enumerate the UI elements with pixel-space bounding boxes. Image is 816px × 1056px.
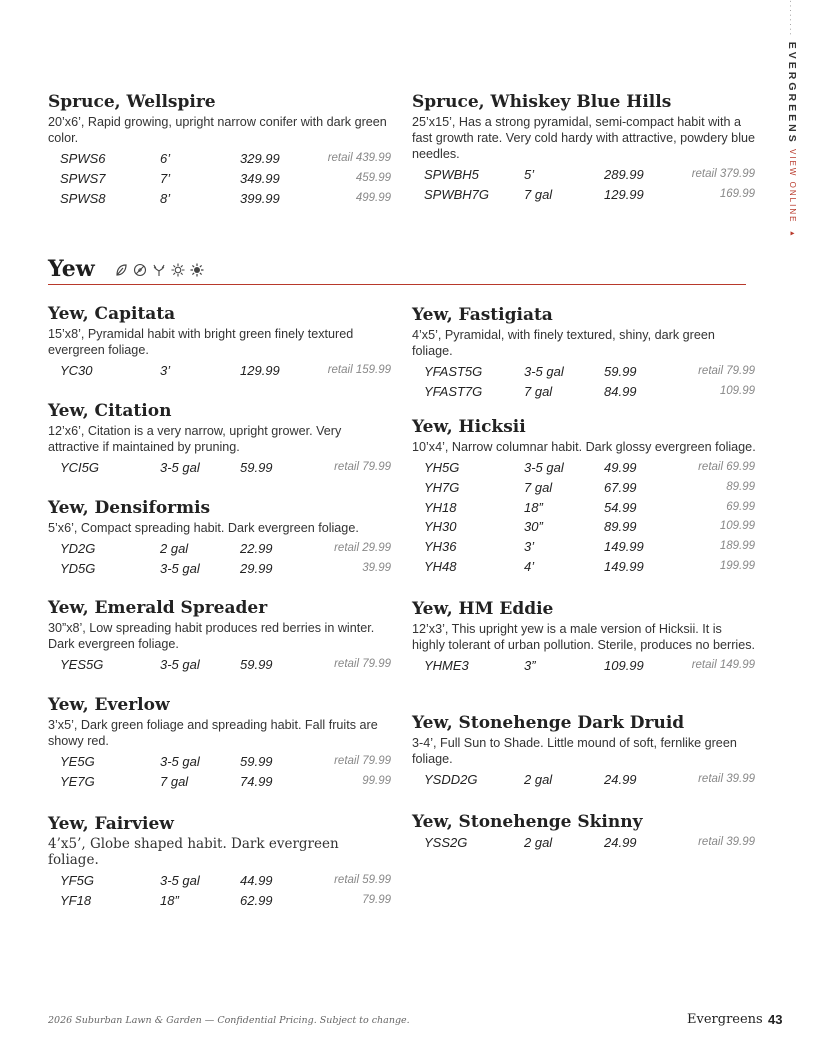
sku-row bbox=[412, 557, 757, 577]
sku-price: 24.99 bbox=[604, 835, 637, 850]
sku-size: 3’ bbox=[160, 363, 171, 378]
sku-price: 329.99 bbox=[240, 151, 280, 166]
sku-row bbox=[48, 361, 393, 381]
sku-size: 18” bbox=[160, 892, 179, 908]
sku-row bbox=[48, 871, 393, 891]
sku-table bbox=[48, 752, 393, 792]
sku-retail-price: retail 39.99 bbox=[698, 773, 755, 785]
sku-row bbox=[412, 833, 757, 853]
sku-size: 3’ bbox=[524, 539, 535, 555]
sku-code: YFAST5G bbox=[424, 364, 483, 379]
product-yew-fairview bbox=[48, 814, 393, 911]
sku-row bbox=[48, 891, 393, 911]
sku-code: YE5G bbox=[60, 754, 95, 769]
sku-code: YH18 bbox=[424, 499, 457, 515]
sku-code: YH5G bbox=[424, 460, 460, 475]
sku-price: 109.99 bbox=[604, 658, 644, 673]
sku-size: 2 gal bbox=[524, 772, 553, 787]
sku-retail-price: retail 379.99 bbox=[691, 168, 755, 180]
sku-size: 3-5 gal bbox=[524, 460, 564, 475]
side-tab-category: EVERGREENS bbox=[786, 41, 798, 145]
sku-code: YD5G bbox=[60, 560, 96, 576]
sku-size: 3-5 gal bbox=[160, 460, 200, 475]
sku-table bbox=[412, 656, 757, 676]
sku-retail-price: retail 39.99 bbox=[698, 836, 755, 848]
sku-table bbox=[412, 770, 757, 790]
sku-price: 149.99 bbox=[604, 558, 644, 574]
sku-retail-price: 109.99 bbox=[719, 520, 755, 533]
leaf-icon bbox=[114, 263, 128, 277]
sku-size: 3-5 gal bbox=[160, 873, 200, 888]
product-yew-everlow bbox=[48, 695, 393, 792]
sku-retail-price: 169.99 bbox=[719, 187, 755, 200]
page-number: 43 bbox=[768, 1012, 783, 1027]
sku-price: 129.99 bbox=[240, 363, 280, 378]
sku-size: 18” bbox=[524, 499, 543, 515]
product-title: Yew, HM Eddie bbox=[412, 599, 554, 619]
section-header-yew bbox=[48, 256, 746, 285]
product-yew-fastigiata bbox=[412, 305, 757, 402]
sku-price: 62.99 bbox=[240, 892, 273, 908]
sku-retail-price: retail 149.99 bbox=[691, 659, 755, 671]
product-description: 30”x8’, Low spreading habit produces red berries in winter. Dark evergreen foliage. bbox=[48, 621, 375, 651]
sku-size: 6’ bbox=[160, 151, 171, 166]
sku-code: YF5G bbox=[60, 873, 94, 888]
sku-retail-price: 69.99 bbox=[726, 500, 755, 513]
sku-code: YF18 bbox=[60, 892, 92, 908]
product-description: 20’x6’, Rapid growing, upright narrow conifer with dark green color. bbox=[48, 115, 387, 145]
sku-row bbox=[412, 165, 757, 185]
product-description: 4’x5’, Pyramidal, with finely textured, shiny, dark green foliage. bbox=[412, 328, 715, 358]
sku-retail-price: 109.99 bbox=[719, 384, 755, 397]
product-title: Yew, Stonehenge Skinny bbox=[412, 812, 643, 832]
sku-table bbox=[48, 871, 393, 911]
sku-size: 3-5 gal bbox=[524, 364, 564, 379]
product-description: 4’x5’, Globe shaped habit. Dark evergreen foliage. bbox=[48, 836, 339, 868]
sku-retail-price: 39.99 bbox=[362, 561, 391, 574]
product-yew-emerald-spreader bbox=[48, 598, 393, 675]
sku-price: 59.99 bbox=[240, 460, 273, 475]
sku-code: YE7G bbox=[60, 773, 95, 789]
product-description: 25’x15’, Has a strong pyramidal, semi-compact habit with a fast growth rate. Very cold hardy with attractive, powdery blue needles. bbox=[412, 115, 755, 161]
deer-resistant-icon bbox=[133, 263, 147, 277]
side-tab-text bbox=[786, 0, 798, 239]
sku-price: 289.99 bbox=[604, 167, 644, 182]
sku-table bbox=[48, 149, 393, 208]
sku-size: 3-5 gal bbox=[160, 657, 200, 672]
sku-price: 59.99 bbox=[240, 754, 273, 769]
side-tab-dots: ........ bbox=[787, 0, 798, 38]
sku-row bbox=[48, 752, 393, 772]
view-online-link[interactable]: VIEW ONLINE bbox=[788, 149, 797, 224]
sku-price: 22.99 bbox=[240, 541, 273, 556]
sku-retail-price: 79.99 bbox=[362, 893, 391, 906]
sku-size: 5’ bbox=[524, 167, 535, 182]
sku-retail-price: retail 79.99 bbox=[334, 461, 391, 473]
sku-size: 4’ bbox=[524, 558, 535, 574]
sku-size: 7 gal bbox=[524, 383, 553, 399]
sku-retail-price: retail 79.99 bbox=[334, 755, 391, 767]
product-spruce-wellspire bbox=[48, 92, 393, 208]
footer-section-name: Evergreens bbox=[687, 1012, 763, 1027]
sku-retail-price: retail 69.99 bbox=[698, 461, 755, 473]
sku-retail-price: 499.99 bbox=[355, 191, 391, 204]
product-title: Yew, Densiformis bbox=[48, 498, 211, 518]
sku-size: 30” bbox=[524, 519, 543, 535]
part-shade-icon bbox=[190, 263, 204, 277]
section-title: Yew bbox=[48, 256, 95, 282]
sku-row bbox=[412, 382, 757, 402]
product-spruce-whiskey-blue-hills bbox=[412, 92, 757, 205]
attribute-icons bbox=[114, 263, 204, 277]
sku-size: 7 gal bbox=[524, 186, 553, 202]
sku-row bbox=[48, 189, 393, 209]
sku-retail-price: retail 159.99 bbox=[327, 364, 391, 376]
product-title: Yew, Stonehenge Dark Druid bbox=[412, 713, 685, 733]
sku-price: 129.99 bbox=[604, 186, 644, 202]
sku-code: YD2G bbox=[60, 541, 96, 556]
product-title: Yew, Everlow bbox=[48, 695, 170, 715]
sku-row bbox=[412, 537, 757, 557]
sku-price: 399.99 bbox=[240, 190, 280, 206]
sku-row bbox=[412, 656, 757, 676]
sku-price: 54.99 bbox=[604, 499, 637, 515]
sku-retail-price: 459.99 bbox=[355, 171, 391, 184]
sku-row bbox=[48, 772, 393, 792]
sku-size: 2 gal bbox=[524, 835, 553, 850]
sku-size: 7 gal bbox=[160, 773, 189, 789]
product-title: Yew, Capitata bbox=[48, 304, 176, 324]
side-tab bbox=[786, 0, 800, 240]
sku-row bbox=[412, 498, 757, 518]
product-description: 12’x6’, Citation is a very narrow, upright grower. Very attractive if maintained by pruning. bbox=[48, 424, 342, 454]
product-yew-capitata bbox=[48, 304, 393, 381]
sku-table bbox=[48, 361, 393, 381]
sku-table bbox=[48, 539, 393, 579]
product-title: Yew, Hicksii bbox=[412, 417, 526, 437]
sku-size: 3-5 gal bbox=[160, 560, 200, 576]
sku-code: SPWS6 bbox=[60, 151, 106, 166]
sku-code: YH30 bbox=[424, 519, 457, 535]
sku-row bbox=[48, 149, 393, 169]
sku-code: SPWS7 bbox=[60, 170, 106, 186]
sku-retail-price: 199.99 bbox=[719, 559, 755, 572]
sku-price: 89.99 bbox=[604, 519, 637, 535]
product-yew-stonehenge-dark-druid bbox=[412, 713, 757, 790]
sku-price: 67.99 bbox=[604, 479, 637, 495]
sku-size: 2 gal bbox=[160, 541, 189, 556]
sku-price: 59.99 bbox=[240, 657, 273, 672]
sku-price: 49.99 bbox=[604, 460, 637, 475]
rabbit-resistant-icon bbox=[152, 263, 166, 277]
product-description: 15’x8’, Pyramidal habit with bright green finely textured evergreen foliage. bbox=[48, 327, 354, 357]
sku-price: 59.99 bbox=[604, 364, 637, 379]
sku-row bbox=[48, 559, 393, 579]
sku-size: 3-5 gal bbox=[160, 754, 200, 769]
product-description: 12’x3’, This upright yew is a male version of Hicksii. It is highly tolerant of urban pollution. Sterile, produces no berries. bbox=[412, 622, 756, 652]
sku-price: 349.99 bbox=[240, 170, 280, 186]
sku-table bbox=[412, 458, 757, 577]
sku-row bbox=[412, 458, 757, 478]
sku-code: YH48 bbox=[424, 558, 457, 574]
product-title: Yew, Citation bbox=[48, 401, 172, 421]
sku-retail-price: retail 29.99 bbox=[334, 542, 391, 554]
sku-row bbox=[412, 478, 757, 498]
sku-code: SPWS8 bbox=[60, 190, 106, 206]
product-title: Spruce, Whiskey Blue Hills bbox=[412, 92, 672, 112]
product-yew-densiformis bbox=[48, 498, 393, 579]
product-description: 3’x5’, Dark green foliage and spreading habit. Fall fruits are showy red. bbox=[48, 718, 378, 748]
sku-row bbox=[48, 539, 393, 559]
sku-code: SPWBH7G bbox=[424, 186, 490, 202]
sku-row bbox=[412, 517, 757, 537]
sku-code: YES5G bbox=[60, 657, 104, 672]
sku-size: 8’ bbox=[160, 190, 171, 206]
product-description: 10’x4’, Narrow columnar habit. Dark glossy evergreen foliage. bbox=[412, 440, 756, 454]
sku-retail-price: 189.99 bbox=[719, 540, 755, 553]
product-title: Yew, Fairview bbox=[48, 814, 174, 834]
sku-code: YCI5G bbox=[60, 460, 100, 475]
sku-price: 24.99 bbox=[604, 772, 637, 787]
sku-retail-price: retail 79.99 bbox=[698, 365, 755, 377]
sku-row bbox=[412, 362, 757, 382]
sku-retail-price: 89.99 bbox=[726, 480, 755, 493]
sku-price: 74.99 bbox=[240, 773, 273, 789]
sku-table bbox=[412, 833, 757, 853]
sku-code: YSDD2G bbox=[424, 772, 478, 787]
product-yew-hm-eddie bbox=[412, 599, 757, 676]
product-description: 5’x6’, Compact spreading habit. Dark evergreen foliage. bbox=[48, 521, 359, 535]
sku-price: 149.99 bbox=[604, 539, 644, 555]
sku-price: 44.99 bbox=[240, 873, 273, 888]
sku-retail-price: retail 59.99 bbox=[334, 874, 391, 886]
sku-size: 7’ bbox=[160, 170, 171, 186]
product-yew-stonehenge-skinny bbox=[412, 812, 757, 853]
sku-code: YC30 bbox=[60, 363, 93, 378]
product-title: Spruce, Wellspire bbox=[48, 92, 216, 112]
sku-retail-price: retail 439.99 bbox=[327, 152, 391, 164]
product-title: Yew, Emerald Spreader bbox=[48, 598, 268, 618]
sku-table bbox=[48, 655, 393, 675]
sku-price: 29.99 bbox=[240, 560, 273, 576]
sku-code: YHME3 bbox=[424, 658, 469, 673]
sku-row bbox=[412, 185, 757, 205]
sku-retail-price: 99.99 bbox=[362, 774, 391, 787]
product-title: Yew, Fastigiata bbox=[412, 305, 553, 325]
sku-row bbox=[412, 770, 757, 790]
sku-table bbox=[412, 362, 757, 402]
sun-icon bbox=[171, 263, 185, 277]
footer-note: 2026 Suburban Lawn & Garden — Confidential Pricing. Subject to change. bbox=[48, 1015, 410, 1026]
sku-size: 7 gal bbox=[524, 479, 553, 495]
sku-code: SPWBH5 bbox=[424, 167, 479, 182]
sku-code: YSS2G bbox=[424, 835, 468, 850]
sku-table bbox=[48, 458, 393, 478]
sku-price: 84.99 bbox=[604, 383, 637, 399]
view-online-arrow-icon: ▸ bbox=[788, 228, 797, 240]
product-yew-hicksii bbox=[412, 417, 757, 577]
sku-row bbox=[48, 169, 393, 189]
sku-table bbox=[412, 165, 757, 205]
sku-size: 3” bbox=[524, 658, 536, 673]
sku-retail-price: retail 79.99 bbox=[334, 658, 391, 670]
product-description: 3-4’, Full Sun to Shade. Little mound of soft, fernlike green foliage. bbox=[412, 736, 737, 766]
sku-row bbox=[48, 655, 393, 675]
sku-code: YH36 bbox=[424, 539, 457, 555]
sku-code: YFAST7G bbox=[424, 383, 483, 399]
sku-row bbox=[48, 458, 393, 478]
product-yew-citation bbox=[48, 401, 393, 478]
sku-code: YH7G bbox=[424, 479, 460, 495]
